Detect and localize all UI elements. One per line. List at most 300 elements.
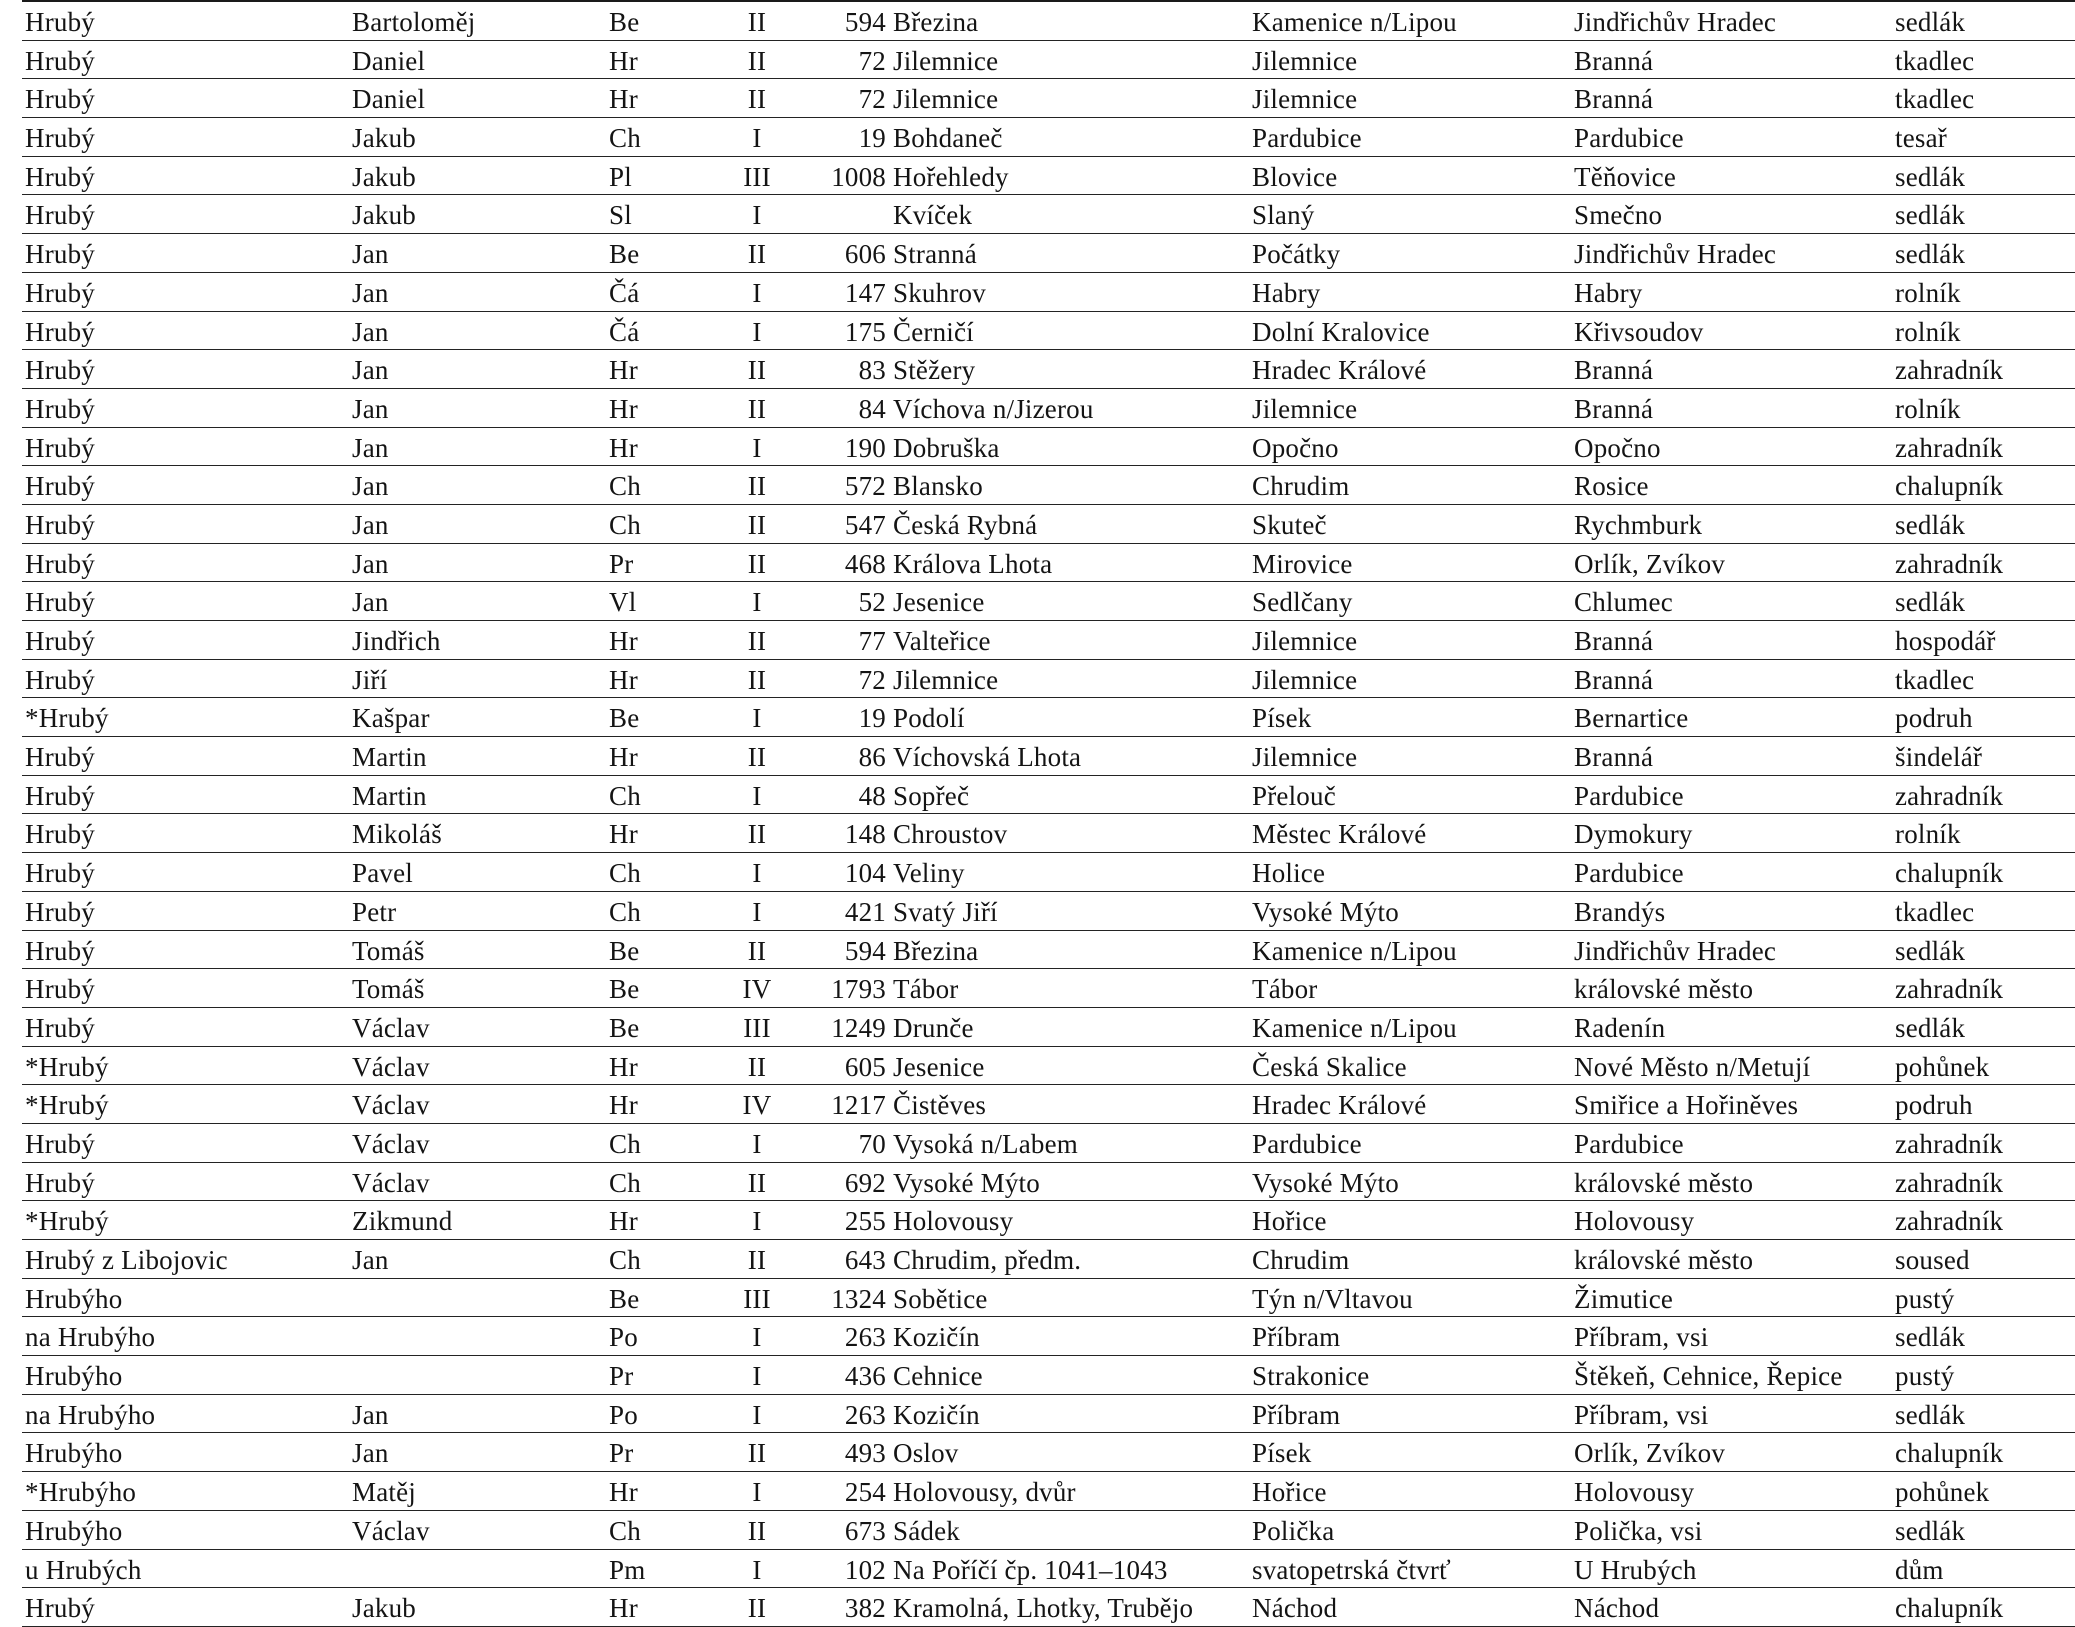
table-row bbox=[22, 1472, 2075, 1511]
table-row bbox=[22, 466, 2075, 505]
cell-given-name: Jakub bbox=[352, 161, 416, 192]
cell-domain: Žimutice bbox=[1574, 1283, 1674, 1314]
cell-place: Veliny bbox=[893, 858, 965, 889]
cell-place: Vysoká n/Labem bbox=[893, 1128, 1079, 1159]
cell-surname: Hrubý bbox=[25, 858, 95, 889]
cell-folio: 605 bbox=[844, 1051, 886, 1082]
cell-folio: 643 bbox=[844, 1245, 886, 1275]
cell-region: Pr bbox=[609, 1361, 634, 1392]
cell-volume: I bbox=[752, 277, 762, 308]
cell-place: Březina bbox=[893, 7, 979, 37]
cell-domain: Radenín bbox=[1574, 1012, 1666, 1043]
cell-occupation: soused bbox=[1895, 1245, 1970, 1275]
cell-given-name: Jan bbox=[352, 355, 389, 386]
cell-folio: 692 bbox=[844, 1167, 886, 1198]
table-row bbox=[22, 544, 2075, 583]
table-row bbox=[22, 1588, 2075, 1627]
cell-occupation: šindelář bbox=[1895, 742, 1983, 773]
cell-volume: IV bbox=[742, 1090, 772, 1121]
cell-place: Skuhrov bbox=[893, 277, 986, 308]
cell-surname: Hrubý bbox=[25, 393, 95, 424]
cell-surname: Hrubý bbox=[25, 277, 95, 308]
cell-region: Pm bbox=[609, 1554, 646, 1585]
cell-region: Ch bbox=[609, 1167, 641, 1198]
cell-folio: 102 bbox=[844, 1554, 886, 1585]
cell-given-name: Jan bbox=[352, 471, 389, 502]
cell-surname: Hrubý bbox=[25, 239, 95, 270]
cell-region: Hr bbox=[609, 1090, 638, 1121]
cell-folio: 175 bbox=[844, 316, 886, 347]
table-row bbox=[22, 234, 2075, 273]
cell-place: Černičí bbox=[893, 316, 974, 347]
table-row bbox=[22, 118, 2075, 157]
cell-region: Be bbox=[609, 935, 640, 966]
cell-given-name: Jan bbox=[352, 1438, 389, 1469]
cell-occupation: tesař bbox=[1895, 123, 1947, 154]
cell-given-name: Tomáš bbox=[352, 974, 425, 1005]
cell-given-name: Jan bbox=[352, 587, 389, 618]
cell-place: Oslov bbox=[893, 1438, 959, 1469]
table-row bbox=[22, 1395, 2075, 1434]
cell-place: Víchovská Lhota bbox=[893, 742, 1082, 773]
cell-volume: I bbox=[752, 1322, 762, 1353]
cell-given-name: Václav bbox=[352, 1090, 430, 1121]
cell-given-name: Mikoláš bbox=[352, 819, 442, 850]
table-row bbox=[22, 428, 2075, 467]
cell-volume: I bbox=[752, 123, 762, 154]
cell-region: Ch bbox=[609, 509, 641, 540]
cell-estate: Počátky bbox=[1252, 239, 1341, 270]
cell-surname: Hrubý bbox=[25, 355, 95, 386]
cell-place: Blansko bbox=[893, 471, 983, 502]
cell-domain: Smiřice a Hořiněves bbox=[1574, 1090, 1799, 1121]
cell-place: Tábor bbox=[893, 974, 959, 1005]
cell-surname: Hrubý z Libojovic bbox=[25, 1245, 228, 1275]
cell-occupation: chalupník bbox=[1895, 1593, 2004, 1624]
cell-place: Bohdaneč bbox=[893, 123, 1003, 154]
cell-surname: u Hrubých bbox=[25, 1554, 142, 1585]
cell-region: Čá bbox=[609, 316, 640, 347]
cell-volume: II bbox=[747, 355, 767, 386]
cell-volume: I bbox=[752, 1206, 762, 1237]
cell-occupation: sedlák bbox=[1895, 1399, 1966, 1430]
cell-folio: 147 bbox=[844, 277, 886, 308]
cell-estate: Sedlčany bbox=[1252, 587, 1353, 618]
cell-place: Valteřice bbox=[893, 626, 991, 656]
cell-given-name: Bartoloměj bbox=[352, 7, 476, 37]
cell-given-name: Jan bbox=[352, 277, 389, 308]
cell-region: Po bbox=[609, 1399, 638, 1430]
cell-place: Sopřeč bbox=[893, 780, 970, 811]
cell-given-name: Jan bbox=[352, 316, 389, 347]
cell-surname: Hrubý bbox=[25, 1012, 95, 1043]
cell-estate: Blovice bbox=[1252, 161, 1338, 192]
table-row bbox=[22, 660, 2075, 699]
cell-occupation: rolník bbox=[1895, 393, 1961, 424]
cell-estate: Opočno bbox=[1252, 432, 1339, 463]
cell-folio: 1793 bbox=[831, 974, 886, 1005]
cell-folio: 594 bbox=[844, 935, 886, 966]
cell-volume: I bbox=[752, 587, 762, 618]
cell-surname: Hrubý bbox=[25, 471, 95, 502]
cell-region: Ch bbox=[609, 1515, 641, 1546]
cell-place: Jilemnice bbox=[893, 84, 999, 115]
cell-folio: 572 bbox=[844, 471, 886, 502]
cell-folio: 255 bbox=[844, 1206, 886, 1237]
cell-occupation: zahradník bbox=[1895, 432, 2004, 463]
cell-folio: 72 bbox=[858, 664, 886, 695]
cell-volume: II bbox=[747, 1167, 767, 1198]
cell-volume: I bbox=[752, 200, 762, 231]
table-row bbox=[22, 892, 2075, 931]
cell-estate: Vysoké Mýto bbox=[1252, 1167, 1399, 1198]
cell-given-name: Václav bbox=[352, 1515, 430, 1546]
cell-estate: Hradec Králové bbox=[1252, 1090, 1427, 1121]
cell-occupation: tkadlec bbox=[1895, 45, 1975, 76]
cell-region: Hr bbox=[609, 432, 638, 463]
table-row bbox=[22, 312, 2075, 351]
cell-domain: Branná bbox=[1574, 355, 1654, 386]
cell-domain: Křivsoudov bbox=[1574, 316, 1704, 347]
table-row bbox=[22, 814, 2075, 853]
cell-region: Ch bbox=[609, 780, 641, 811]
cell-domain: Smečno bbox=[1574, 200, 1663, 231]
cell-folio: 104 bbox=[844, 858, 886, 889]
cell-estate: Mirovice bbox=[1252, 548, 1353, 579]
cell-folio: 86 bbox=[858, 742, 886, 773]
cell-folio: 436 bbox=[844, 1361, 886, 1392]
cell-estate: Holice bbox=[1252, 858, 1326, 889]
cell-given-name: Jan bbox=[352, 239, 389, 270]
cell-given-name: Jakub bbox=[352, 123, 416, 154]
cell-surname: Hrubý bbox=[25, 548, 95, 579]
cell-surname: Hrubý bbox=[25, 7, 95, 37]
cell-surname: *Hrubý bbox=[25, 1051, 109, 1082]
cell-volume: II bbox=[747, 742, 767, 773]
cell-volume: I bbox=[752, 1399, 762, 1430]
cell-region: Hr bbox=[609, 1477, 638, 1508]
cell-estate: Chrudim bbox=[1252, 1245, 1350, 1275]
table-row bbox=[22, 79, 2075, 118]
cell-domain: Pardubice bbox=[1574, 780, 1684, 811]
cell-folio: 52 bbox=[858, 587, 886, 618]
cell-place: Dobruška bbox=[893, 432, 1000, 463]
cell-estate: Přelouč bbox=[1252, 780, 1336, 811]
cell-surname: Hrubý bbox=[25, 1593, 95, 1624]
cell-region: Po bbox=[609, 1322, 638, 1353]
cell-domain: Štěkeň, Cehnice, Řepice bbox=[1574, 1361, 1843, 1392]
cell-given-name: Daniel bbox=[352, 84, 426, 115]
cell-occupation: chalupník bbox=[1895, 858, 2004, 889]
cell-region: Ch bbox=[609, 123, 641, 154]
cell-region: Hr bbox=[609, 1593, 638, 1624]
cell-occupation: tkadlec bbox=[1895, 664, 1975, 695]
cell-region: Be bbox=[609, 239, 640, 270]
cell-domain: Orlík, Zvíkov bbox=[1574, 1438, 1726, 1469]
cell-occupation: sedlák bbox=[1895, 509, 1966, 540]
cell-region: Pr bbox=[609, 1438, 634, 1469]
cell-place: Víchova n/Jizerou bbox=[893, 393, 1094, 424]
table-row bbox=[22, 1279, 2075, 1318]
cell-estate: Česká Skalice bbox=[1252, 1051, 1407, 1082]
cell-folio: 72 bbox=[858, 84, 886, 115]
cell-volume: I bbox=[752, 703, 762, 734]
cell-occupation: sedlák bbox=[1895, 935, 1966, 966]
cell-volume: II bbox=[747, 1438, 767, 1469]
cell-volume: II bbox=[747, 1245, 767, 1275]
cell-volume: IV bbox=[742, 974, 772, 1005]
cell-occupation: pohůnek bbox=[1895, 1051, 1990, 1082]
cell-given-name: Tomáš bbox=[352, 935, 425, 966]
cell-place: Stranná bbox=[893, 239, 977, 270]
cell-folio: 84 bbox=[858, 393, 886, 424]
cell-domain: Jindřichův Hradec bbox=[1574, 935, 1777, 966]
cell-occupation: zahradník bbox=[1895, 1128, 2004, 1159]
cell-place: Podolí bbox=[893, 703, 965, 734]
cell-domain: Rychmburk bbox=[1574, 509, 1703, 540]
cell-folio: 1249 bbox=[831, 1012, 886, 1043]
cell-place: Králova Lhota bbox=[893, 548, 1053, 579]
cell-estate: Jilemnice bbox=[1252, 664, 1358, 695]
cell-volume: II bbox=[747, 1051, 767, 1082]
cell-folio: 19 bbox=[858, 703, 886, 734]
cell-place: Hořehledy bbox=[893, 161, 1009, 192]
cell-estate: Kamenice n/Lipou bbox=[1252, 1012, 1457, 1043]
cell-given-name: Jan bbox=[352, 1399, 389, 1430]
cell-volume: I bbox=[752, 858, 762, 889]
cell-surname: Hrubý bbox=[25, 626, 95, 656]
table-row bbox=[22, 621, 2075, 660]
cell-occupation: zahradník bbox=[1895, 355, 2004, 386]
table-row bbox=[22, 1124, 2075, 1163]
cell-domain: Holovousy bbox=[1574, 1477, 1695, 1508]
cell-place: Na Poříčí čp. 1041–1043 bbox=[893, 1554, 1168, 1585]
cell-region: Ch bbox=[609, 1128, 641, 1159]
cell-folio: 263 bbox=[844, 1322, 886, 1353]
cell-domain: Polička, vsi bbox=[1574, 1515, 1703, 1546]
cell-occupation: hospodář bbox=[1895, 626, 1996, 656]
cell-estate: Týn n/Vltavou bbox=[1252, 1283, 1413, 1314]
cell-folio: 594 bbox=[844, 7, 886, 37]
cell-surname: *Hrubý bbox=[25, 1090, 109, 1121]
cell-given-name: Jan bbox=[352, 509, 389, 540]
cell-place: Chrudim, předm. bbox=[893, 1245, 1082, 1275]
table-row bbox=[22, 1047, 2075, 1086]
cell-occupation: rolník bbox=[1895, 316, 1961, 347]
cell-occupation: dům bbox=[1895, 1554, 1944, 1585]
cell-region: Be bbox=[609, 1012, 640, 1043]
cell-place: Drunče bbox=[893, 1012, 974, 1043]
cell-estate: svatopetrská čtvrť bbox=[1252, 1554, 1451, 1585]
cell-domain: Jindřichův Hradec bbox=[1574, 239, 1777, 270]
cell-place: Sádek bbox=[893, 1515, 960, 1546]
cell-domain: Příbram, vsi bbox=[1574, 1322, 1709, 1353]
cell-estate: Jilemnice bbox=[1252, 45, 1358, 76]
cell-folio: 254 bbox=[844, 1477, 886, 1508]
cell-occupation: zahradník bbox=[1895, 1206, 2004, 1237]
cell-given-name: Jindřich bbox=[352, 626, 441, 656]
cell-occupation: podruh bbox=[1895, 1090, 1973, 1121]
cell-place: Vysoké Mýto bbox=[893, 1167, 1040, 1198]
cell-domain: Dymokury bbox=[1574, 819, 1693, 850]
cell-estate: Skuteč bbox=[1252, 509, 1327, 540]
cell-estate: Kamenice n/Lipou bbox=[1252, 935, 1457, 966]
cell-given-name: Jan bbox=[352, 548, 389, 579]
cell-surname: Hrubýho bbox=[25, 1361, 123, 1392]
table-row bbox=[22, 582, 2075, 621]
cell-volume: I bbox=[752, 1477, 762, 1508]
cell-surname: Hrubý bbox=[25, 1167, 95, 1198]
table-row bbox=[22, 698, 2075, 737]
cell-folio: 673 bbox=[844, 1515, 886, 1546]
cell-domain: U Hrubých bbox=[1574, 1554, 1697, 1585]
cell-surname: *Hrubý bbox=[25, 703, 109, 734]
cell-domain: Bernartice bbox=[1574, 703, 1689, 734]
cell-region: Ch bbox=[609, 896, 641, 927]
cell-folio: 148 bbox=[844, 819, 886, 850]
cell-occupation: sedlák bbox=[1895, 1322, 1966, 1353]
cell-occupation: sedlák bbox=[1895, 161, 1966, 192]
cell-domain: Rosice bbox=[1574, 471, 1649, 502]
table-row bbox=[22, 1085, 2075, 1124]
cell-volume: II bbox=[747, 664, 767, 695]
cell-domain: Opočno bbox=[1574, 432, 1661, 463]
cell-estate: Písek bbox=[1252, 703, 1312, 734]
cell-domain: Branná bbox=[1574, 742, 1654, 773]
cell-region: Hr bbox=[609, 664, 638, 695]
cell-given-name: Kašpar bbox=[352, 703, 430, 734]
cell-surname: Hrubý bbox=[25, 742, 95, 773]
cell-place: Chroustov bbox=[893, 819, 1008, 850]
cell-estate: Tábor bbox=[1252, 974, 1318, 1005]
cell-surname: Hrubý bbox=[25, 780, 95, 811]
cell-region: Be bbox=[609, 1283, 640, 1314]
cell-volume: II bbox=[747, 84, 767, 115]
cell-place: Jilemnice bbox=[893, 45, 999, 76]
cell-volume: II bbox=[747, 471, 767, 502]
cell-folio: 72 bbox=[858, 45, 886, 76]
cell-occupation: sedlák bbox=[1895, 1012, 1966, 1043]
cell-folio: 1324 bbox=[831, 1283, 886, 1314]
cell-folio: 19 bbox=[858, 123, 886, 154]
table-row bbox=[22, 389, 2075, 428]
table-row bbox=[22, 931, 2075, 970]
cell-volume: II bbox=[747, 1593, 767, 1624]
cell-folio: 382 bbox=[844, 1593, 886, 1624]
cell-volume: II bbox=[747, 509, 767, 540]
table-row bbox=[22, 1201, 2075, 1240]
cell-occupation: sedlák bbox=[1895, 1515, 1966, 1546]
table-row bbox=[22, 1356, 2075, 1395]
cell-region: Be bbox=[609, 974, 640, 1005]
register-table bbox=[0, 2, 2075, 1627]
cell-region: Be bbox=[609, 7, 640, 37]
cell-region: Hr bbox=[609, 45, 638, 76]
cell-domain: Branná bbox=[1574, 45, 1654, 76]
cell-place: Stěžery bbox=[893, 355, 976, 386]
cell-region: Vl bbox=[609, 587, 637, 618]
cell-estate: Hořice bbox=[1252, 1206, 1327, 1237]
cell-estate: Příbram bbox=[1252, 1399, 1341, 1430]
cell-given-name: Václav bbox=[352, 1128, 430, 1159]
cell-region: Hr bbox=[609, 84, 638, 115]
cell-surname: Hrubýho bbox=[25, 1438, 123, 1469]
cell-given-name: Jiří bbox=[352, 664, 388, 695]
cell-occupation: podruh bbox=[1895, 703, 1973, 734]
cell-occupation: zahradník bbox=[1895, 548, 2004, 579]
cell-region: Hr bbox=[609, 626, 638, 656]
cell-domain: Chlumec bbox=[1574, 587, 1673, 618]
cell-surname: Hrubý bbox=[25, 935, 95, 966]
cell-place: Cehnice bbox=[893, 1361, 983, 1392]
table-row bbox=[22, 776, 2075, 815]
cell-estate: Pardubice bbox=[1252, 123, 1362, 154]
cell-estate: Pardubice bbox=[1252, 1128, 1362, 1159]
cell-domain: Orlík, Zvíkov bbox=[1574, 548, 1726, 579]
cell-given-name: Daniel bbox=[352, 45, 426, 76]
cell-occupation: sedlák bbox=[1895, 239, 1966, 270]
cell-place: Březina bbox=[893, 935, 979, 966]
cell-occupation: rolník bbox=[1895, 819, 1961, 850]
cell-region: Čá bbox=[609, 277, 640, 308]
cell-region: Sl bbox=[609, 200, 632, 231]
cell-surname: Hrubý bbox=[25, 84, 95, 115]
cell-folio: 83 bbox=[858, 355, 886, 386]
cell-folio: 421 bbox=[844, 896, 886, 927]
cell-surname: Hrubý bbox=[25, 200, 95, 231]
cell-occupation: rolník bbox=[1895, 277, 1961, 308]
cell-estate: Strakonice bbox=[1252, 1361, 1370, 1392]
cell-domain: Jindřichův Hradec bbox=[1574, 7, 1777, 37]
cell-place: Česká Rybná bbox=[893, 509, 1038, 540]
cell-surname: Hrubý bbox=[25, 123, 95, 154]
cell-volume: I bbox=[752, 1361, 762, 1392]
cell-given-name: Václav bbox=[352, 1012, 430, 1043]
cell-folio: 1008 bbox=[831, 161, 886, 192]
cell-folio: 77 bbox=[858, 626, 886, 656]
table-row bbox=[22, 1433, 2075, 1472]
cell-estate: Hořice bbox=[1252, 1477, 1327, 1508]
cell-region: Hr bbox=[609, 1051, 638, 1082]
cell-occupation: tkadlec bbox=[1895, 84, 1975, 115]
cell-volume: II bbox=[747, 548, 767, 579]
cell-given-name: Jan bbox=[352, 1245, 389, 1275]
cell-place: Kramolná, Lhotky, Trubějo bbox=[893, 1593, 1194, 1624]
cell-volume: III bbox=[743, 1283, 771, 1314]
cell-surname: na Hrubýho bbox=[25, 1399, 156, 1430]
cell-domain: Branná bbox=[1574, 84, 1654, 115]
cell-place: Jesenice bbox=[893, 587, 985, 618]
cell-surname: Hrubý bbox=[25, 819, 95, 850]
cell-domain: Nové Město n/Metují bbox=[1574, 1051, 1811, 1082]
cell-given-name: Zikmund bbox=[352, 1206, 453, 1237]
cell-given-name: Pavel bbox=[352, 858, 413, 889]
cell-folio: 190 bbox=[844, 432, 886, 463]
cell-folio: 1217 bbox=[831, 1090, 886, 1121]
table-row bbox=[22, 1511, 2075, 1550]
cell-region: Hr bbox=[609, 819, 638, 850]
cell-folio: 606 bbox=[844, 239, 886, 270]
cell-estate: Vysoké Mýto bbox=[1252, 896, 1399, 927]
cell-given-name: Matěj bbox=[352, 1477, 416, 1508]
cell-volume: II bbox=[747, 1515, 767, 1546]
cell-domain: Branná bbox=[1574, 664, 1654, 695]
cell-surname: *Hrubýho bbox=[25, 1477, 137, 1508]
cell-estate: Náchod bbox=[1252, 1593, 1338, 1624]
cell-given-name: Martin bbox=[352, 780, 427, 811]
cell-occupation: chalupník bbox=[1895, 1438, 2004, 1469]
cell-occupation: zahradník bbox=[1895, 1167, 2004, 1198]
